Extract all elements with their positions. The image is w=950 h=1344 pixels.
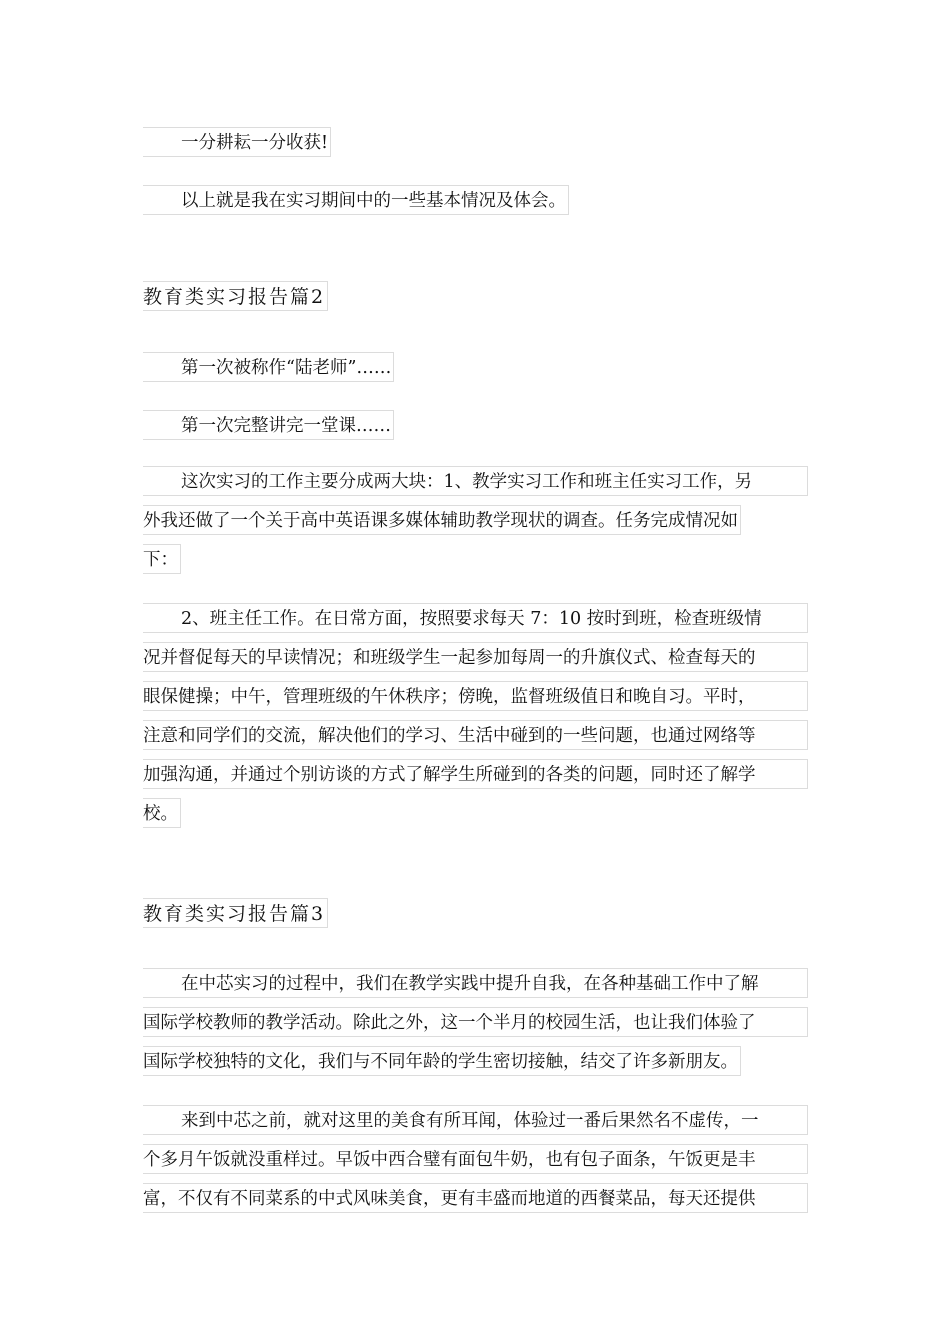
- paragraph-summary: [143, 185, 808, 224]
- text-line: 在中芯实习的过程中，我们在教学实践中提升自我，在各种基础工作中了解: [143, 968, 808, 998]
- heading-text: 教育类实习报告篇3: [143, 898, 328, 928]
- paragraph-food: [143, 1105, 808, 1222]
- heading-text: 教育类实习报告篇2: [143, 281, 328, 311]
- text-line: 一分耕耘一分收获!: [143, 127, 331, 157]
- text-line: 富，不仅有不同菜系的中式风味美食，更有丰盛而地道的西餐菜品，每天还提供: [143, 1183, 808, 1213]
- text-line: 眼保健操；中午，管理班级的午休秩序；傍晚，监督班级值日和晚自习。平时，: [143, 681, 808, 711]
- section-heading-3: [143, 898, 808, 937]
- text-line: 下：: [143, 544, 181, 574]
- text-line: 2、班主任工作。在日常方面，按照要求每天 7：10 按时到班，检查班级情: [143, 603, 808, 633]
- text-line: 第一次被称作“陆老师”……: [143, 352, 394, 382]
- text-line: 加强沟通，并通过个别访谈的方式了解学生所碰到的各类的问题，同时还了解学: [143, 759, 808, 789]
- paragraph-internship-experience: [143, 968, 808, 1085]
- text-line: 第一次完整讲完一堂课……: [143, 410, 394, 440]
- paragraph-closing-motto: [143, 127, 808, 166]
- text-line: 外我还做了一个关于高中英语课多媒体辅助教学现状的调查。任务完成情况如: [143, 505, 741, 535]
- paragraph-first-called-teacher: [143, 352, 808, 391]
- text-line: 注意和同学们的交流，解决他们的学习、生活中碰到的一些问题，也通过网络等: [143, 720, 808, 750]
- text-line: 国际学校独特的文化，我们与不同年龄的学生密切接触，结交了许多新朋友。: [143, 1046, 741, 1076]
- text-line: 校。: [143, 798, 181, 828]
- paragraph-first-lesson: [143, 410, 808, 449]
- text-line: 况并督促每天的早读情况；和班级学生一起参加每周一的升旗仪式、检查每天的: [143, 642, 808, 672]
- text-line: 这次实习的工作主要分成两大块：1、教学实习工作和班主任实习工作，另: [143, 466, 808, 496]
- paragraph-work-overview: [143, 466, 808, 583]
- text-line: 个多月午饭就没重样过。早饭中西合璧有面包牛奶，也有包子面条，午饭更是丰: [143, 1144, 808, 1174]
- section-heading-2: [143, 281, 808, 320]
- text-line: 以上就是我在实习期间中的一些基本情况及体会。: [143, 185, 569, 215]
- paragraph-head-teacher-work: [143, 603, 808, 837]
- text-line: 国际学校教师的教学活动。除此之外，这一个半月的校园生活，也让我们体验了: [143, 1007, 808, 1037]
- text-line: 来到中芯之前，就对这里的美食有所耳闻，体验过一番后果然名不虚传，一: [143, 1105, 808, 1135]
